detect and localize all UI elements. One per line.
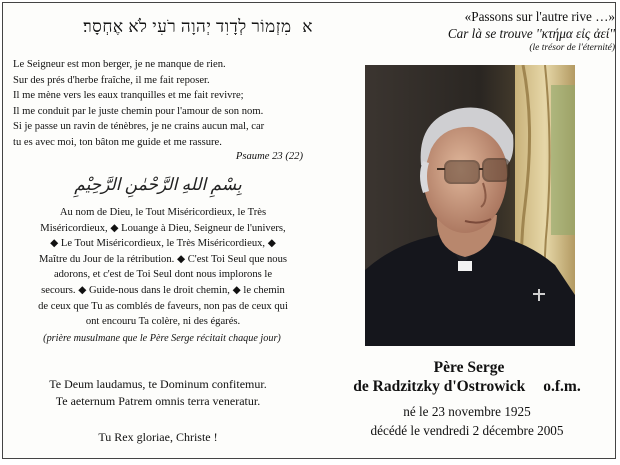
death-date: décédé le vendredi 2 décembre 2005 bbox=[370, 423, 564, 438]
te-deum-text bbox=[13, 376, 303, 410]
name-line-1: Père Serge bbox=[433, 359, 505, 376]
fatiha-text bbox=[13, 205, 313, 330]
psalm-line: Il me conduit par le juste chemin pour l'amour de son nom. bbox=[13, 105, 264, 117]
psalm-line: Sur des prés d'herbe fraîche, il me fait reposer. bbox=[13, 74, 210, 86]
birth-date: né le 23 novembre 1925 bbox=[403, 404, 531, 419]
portrait-photo bbox=[365, 65, 575, 346]
fatiha-line: ont encouru Ta colère, ni des égarés. bbox=[85, 316, 241, 328]
fatiha-line: secours. ◆ Guide-nous dans le droit chemin, ◆ le chemin bbox=[41, 284, 285, 296]
hebrew-marker: א bbox=[302, 17, 313, 36]
psalm-line: Le Seigneur est mon berger, je ne manque de rien. bbox=[13, 59, 226, 70]
fatiha-line: Maître du Jour de la rétribution. ◆ C'est Toi Seul que nous bbox=[38, 253, 288, 265]
te-deum-closing: Tu Rex gloriae, Christe ! bbox=[98, 430, 218, 444]
psalm-reference: Psaume 23 (22) bbox=[235, 151, 303, 162]
name-line-2 bbox=[319, 378, 615, 396]
fatiha-line: ◆ Le Tout Miséricordieux, le Très Miséricordieux, ◆ bbox=[50, 238, 276, 250]
memorial-card bbox=[2, 2, 616, 459]
family-name: de Radzitzky d'Ostrowick bbox=[353, 378, 526, 395]
psalm-text bbox=[13, 57, 309, 151]
psalm-line: Si je passe un ravin de ténèbres, je ne crains aucun mal, car bbox=[13, 121, 265, 133]
fatiha-line: Miséricordieux, ◆ Louange à Dieu, Seigneur de l'univers, bbox=[40, 222, 286, 234]
fatiha-line: adorons, et c'est de Toi Seul dont nous implorons le bbox=[53, 269, 273, 281]
psalm-line: tu es avec moi, ton bâton me guide et me rassure. bbox=[13, 136, 222, 148]
fatiha-line: Au nom de Dieu, le Tout Miséricordieux, le Très bbox=[59, 207, 267, 218]
fatiha-line: de ceux que Tu as comblés de faveurs, non pas de ceux qui bbox=[38, 300, 288, 312]
hebrew-title bbox=[17, 17, 313, 37]
arabic-basmala: بِسْمِ اللهِ الرَّحْمٰنِ الرَّحِيْمِ bbox=[74, 175, 242, 194]
psalm-line: Il me mène vers les eaux tranquilles et me fait revivre; bbox=[13, 90, 244, 102]
fatiha-note: (prière musulmane que le Père Serge récitait chaque jour) bbox=[43, 333, 281, 344]
portrait-illustration bbox=[365, 65, 575, 346]
religious-order: o.f.m. bbox=[543, 378, 581, 395]
quote-translation: (le trésor de l'éternité) bbox=[529, 43, 615, 53]
te-deum-line: Te aeternum Patrem omnis terra veneratur. bbox=[55, 394, 261, 408]
quote-line-1: «Passons sur l'autre rive …» bbox=[464, 9, 615, 24]
quote-line-2: Car là se trouve ''κτήμα εἰς ἀεί'' bbox=[447, 26, 615, 41]
te-deum-line: Te Deum laudamus, te Dominum confitemur. bbox=[49, 377, 267, 391]
hebrew-text: מִזְמוֹר לְדָוִד יְהוָה רֹעִי לֹא אֶחְסָר׃ bbox=[82, 17, 292, 36]
